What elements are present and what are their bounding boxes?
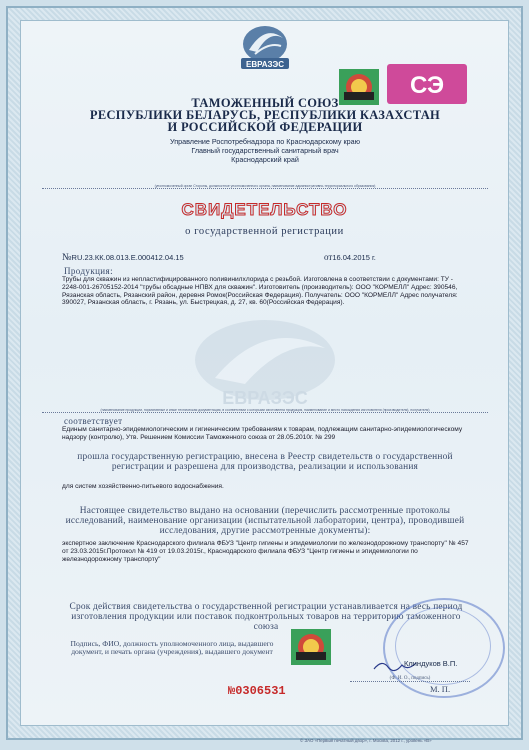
compliance-text: Единым санитарно-эпидемиологическим и гигиеническим требованиям к товарам, подлежащим санитарно-эпидемиологическому надзору (контролю), Утв. Решением Комиссии Таможенного союза от 28.05.2010г. № 299 — [62, 426, 463, 441]
mp-mark: М. П. — [430, 684, 451, 694]
union-header — [60, 97, 470, 133]
date-prefix: от — [324, 252, 333, 262]
document-title: СВИДЕТЕЛЬСТВО — [181, 200, 348, 219]
issuer-caption: (уполномоченный орган Стороны, должностное уполномоченного органа, наименование административно-территориального образования) — [42, 184, 488, 189]
issuer-block — [90, 138, 440, 164]
header-line-3: И РОССИЙСКОЙ ФЕДЕРАЦИИ — [167, 120, 363, 134]
product-label: Продукция: — [64, 266, 113, 276]
serial-number: №0306531 — [228, 684, 286, 698]
validity-text: Срок действия свидетельства о государственной регистрации устанавливается на весь период изготовления продукции или поставок подконтрольных товаров на территорию таможенного союза — [69, 602, 463, 633]
compliance-label: соответствует — [64, 416, 123, 426]
hologram-bottom-icon — [290, 628, 332, 666]
emblem-text: ЕВРАЗЭС — [245, 60, 285, 69]
eurasec-emblem-icon — [225, 20, 305, 72]
svg-text:ЕВРАЗЭС: ЕВРАЗЭС — [222, 388, 308, 408]
basis-text: Настоящее свидетельство выдано на основании (перечислить рассмотренные протоколы исследований, наименование организации (испытательной лаборатории, центра), проводившей исследования, другие рассмотренные документы): — [65, 506, 465, 537]
issuer-line-1: Управление Роспотребнадзора по Краснодарскому краю — [169, 137, 361, 146]
watermark-emblem-icon — [175, 318, 355, 408]
signature-caption: Подпись, ФИО, должность уполномоченного лица, выдавшего документ, и печать органа (учреждения), выдавшего документ — [70, 639, 274, 657]
register-text: прошла государственную регистрацию, внесена в Реестр свидетельств о государственной регистрации и разрешена для производства, реализации и использования — [77, 452, 453, 473]
registration-row — [62, 252, 482, 263]
printer-footer: © ЗАО «Первый печатный двор», г. Москва, 2012 г., уровень «В» — [300, 738, 432, 743]
registration-number: RU.23.КК.08.013.Е.000412.04.15 — [71, 253, 184, 262]
svg-text:СЭ: СЭ — [409, 72, 445, 99]
fio-caption: (Ф. И. О., подпись) — [350, 676, 470, 682]
product-caption: (наименование продукции, нормативные и иные техническая документация, в соответствии с которыми изготовлена продукция, наименование и место нахождения изготовителя (производителя), получателя) — [42, 408, 488, 413]
basis-docs: экспертное заключение Краснодарского филиала ФБУЗ "Центр гигиены и эпидемиологии по железнодорожному транспорту" № 457 от 23.03.2015г.Протокол № 419 от 19.03.2015г., Краснодарского филиала ФБУЗ "Центр гигиены и эпидемиологии по железнодорожному транспорту" — [62, 540, 469, 563]
official-stamp-inner — [395, 607, 491, 685]
registration-date: 16.04.2015 г. — [332, 253, 376, 262]
header-line-1: ТАМОЖЕННЫЙ СОЮЗ — [191, 96, 339, 110]
product-text: Трубы для скважин из непластифицированного поливинилхлорида с резьбой. Изготовлена в соответствии с документами: ТУ - 2248-001-26705152-2014 "трубы обсадные НПВХ для скважин". Изготовитель (производитель): ООО "КОРМЕЛЛ" Адрес: 390546, Рязанская область, Рязанский район, деревня Ромок(Российская Федерация). Получатель: ООО "КОРМЕЛЛ" Адрес получателя: 390027, Рязанская область, г. Рязань, ул. Быстрецкая, д. 27, кв. 60(Российская Федерация). — [62, 276, 458, 307]
header-line-2: РЕСПУБЛИКИ БЕЛАРУСЬ, РЕСПУБЛИКИ КАЗАХСТАН — [89, 108, 441, 122]
document-subtitle: о государственной регистрации — [185, 226, 344, 237]
signatory-name: Клиндуков В.П. — [404, 659, 458, 668]
issuer-line-3: Краснодарский край — [231, 154, 299, 164]
number-prefix: № — [62, 252, 72, 263]
issuer-line-2: Главный государственный санитарный врач — [191, 145, 339, 155]
usage-text: для систем хозяйственно-питьевого водоснабжения. — [62, 483, 224, 490]
